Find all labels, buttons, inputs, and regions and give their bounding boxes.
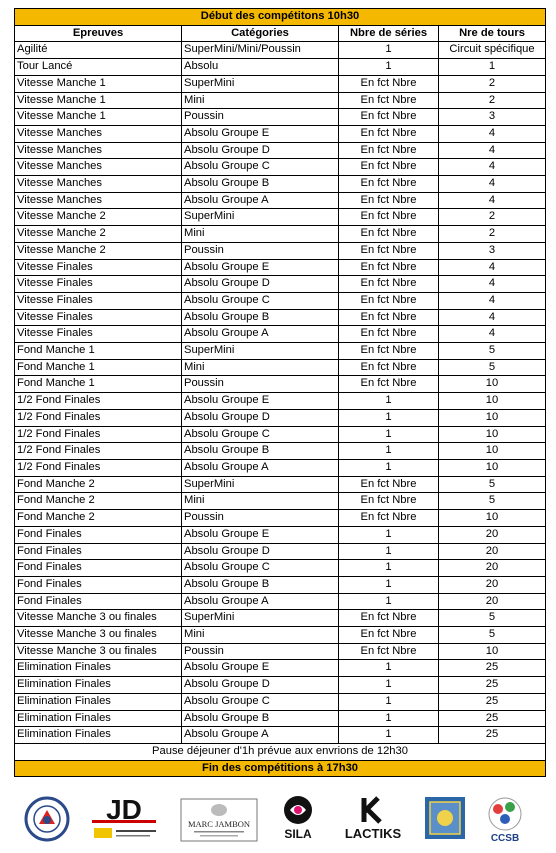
cell-nre-tours: 25 xyxy=(439,727,546,744)
cell-categorie: Absolu Groupe B xyxy=(182,576,339,593)
cell-categorie: Absolu Groupe E xyxy=(182,393,339,410)
table-row xyxy=(15,159,546,176)
cell-categorie: Absolu Groupe C xyxy=(182,159,339,176)
cell-epreuve: 1/2 Fond Finales xyxy=(15,409,182,426)
cell-nre-tours: 20 xyxy=(439,593,546,610)
cell-categorie: SuperMini xyxy=(182,343,339,360)
cell-categorie: Absolu Groupe A xyxy=(182,727,339,744)
table-row xyxy=(15,627,546,644)
cell-nbre-series: En fct Nbre xyxy=(339,75,439,92)
cell-nre-tours: 10 xyxy=(439,376,546,393)
cell-epreuve: Vitesse Manche 3 ou finales xyxy=(15,610,182,627)
table-row xyxy=(15,59,546,76)
cell-nre-tours: 20 xyxy=(439,543,546,560)
table-row xyxy=(15,276,546,293)
cell-nbre-series: En fct Nbre xyxy=(339,226,439,243)
cell-epreuve: Agilité xyxy=(15,42,182,59)
cell-nre-tours: 25 xyxy=(439,693,546,710)
cell-categorie: Mini xyxy=(182,359,339,376)
end-banner-row xyxy=(15,760,546,777)
cell-nbre-series: 1 xyxy=(339,693,439,710)
cell-epreuve: Vitesse Manche 2 xyxy=(15,226,182,243)
table-row xyxy=(15,526,546,543)
cell-nre-tours: 10 xyxy=(439,643,546,660)
cell-nbre-series: En fct Nbre xyxy=(339,326,439,343)
cell-nre-tours: 20 xyxy=(439,526,546,543)
cell-nbre-series: En fct Nbre xyxy=(339,125,439,142)
col-header-categories: Catégories xyxy=(182,25,339,42)
cell-epreuve: Elimination Finales xyxy=(15,693,182,710)
table-row xyxy=(15,660,546,677)
cell-nre-tours: 5 xyxy=(439,343,546,360)
table-row xyxy=(15,259,546,276)
cell-categorie: Poussin xyxy=(182,510,339,527)
cell-categorie: SuperMini xyxy=(182,476,339,493)
table-row xyxy=(15,727,546,744)
cell-nre-tours: 2 xyxy=(439,209,546,226)
cell-nbre-series: 1 xyxy=(339,576,439,593)
cell-nre-tours: 25 xyxy=(439,677,546,694)
cell-nre-tours: 4 xyxy=(439,142,546,159)
cell-nre-tours: 4 xyxy=(439,176,546,193)
table-row xyxy=(15,359,546,376)
cell-epreuve: Fond Manche 2 xyxy=(15,493,182,510)
col-header-nre-tours: Nre de tours xyxy=(439,25,546,42)
cell-nre-tours: 2 xyxy=(439,75,546,92)
table-row xyxy=(15,576,546,593)
col-header-nbre-series: Nbre de séries xyxy=(339,25,439,42)
jd-logo-text: JD xyxy=(106,794,142,825)
cell-categorie: Poussin xyxy=(182,643,339,660)
cell-epreuve: Vitesse Manche 3 ou finales xyxy=(15,627,182,644)
cell-epreuve: Vitesse Finales xyxy=(15,292,182,309)
cell-categorie: Absolu Groupe B xyxy=(182,443,339,460)
cell-nre-tours: 10 xyxy=(439,426,546,443)
cell-nbre-series: 1 xyxy=(339,660,439,677)
table-row xyxy=(15,42,546,59)
cell-nbre-series: En fct Nbre xyxy=(339,627,439,644)
cell-epreuve: Fond Manche 2 xyxy=(15,510,182,527)
cell-epreuve: Elimination Finales xyxy=(15,710,182,727)
cell-nbre-series: En fct Nbre xyxy=(339,209,439,226)
cell-epreuve: Vitesse Manche 1 xyxy=(15,92,182,109)
cell-categorie: Absolu Groupe B xyxy=(182,176,339,193)
table-row xyxy=(15,693,546,710)
cell-categorie: Absolu Groupe D xyxy=(182,543,339,560)
table-row xyxy=(15,242,546,259)
jd-garage-logo xyxy=(84,794,164,844)
cell-epreuve: Vitesse Manches xyxy=(15,192,182,209)
cell-nbre-series: 1 xyxy=(339,710,439,727)
table-row xyxy=(15,176,546,193)
schedule-sheet xyxy=(14,8,545,777)
cell-nbre-series: En fct Nbre xyxy=(339,493,439,510)
cell-epreuve: Vitesse Manche 2 xyxy=(15,242,182,259)
cell-epreuve: 1/2 Fond Finales xyxy=(15,426,182,443)
cell-nbre-series: 1 xyxy=(339,593,439,610)
lactiks-text: LACTIKS xyxy=(344,826,402,841)
cell-categorie: Absolu Groupe A xyxy=(182,593,339,610)
cell-epreuve: Elimination Finales xyxy=(15,677,182,694)
cell-epreuve: Elimination Finales xyxy=(15,660,182,677)
cell-categorie: Absolu Groupe B xyxy=(182,710,339,727)
cell-nbre-series: En fct Nbre xyxy=(339,109,439,126)
cell-categorie: SuperMini xyxy=(182,610,339,627)
cell-categorie: Absolu Groupe C xyxy=(182,693,339,710)
cell-categorie: Mini xyxy=(182,226,339,243)
cell-categorie: Absolu Groupe C xyxy=(182,292,339,309)
cell-epreuve: Fond Finales xyxy=(15,560,182,577)
cell-epreuve: Fond Manche 2 xyxy=(15,476,182,493)
cell-nbre-series: 1 xyxy=(339,526,439,543)
cell-categorie: Poussin xyxy=(182,242,339,259)
cell-nre-tours: 10 xyxy=(439,510,546,527)
table-row xyxy=(15,426,546,443)
cell-nbre-series: En fct Nbre xyxy=(339,343,439,360)
cell-categorie: Mini xyxy=(182,493,339,510)
cell-nbre-series: En fct Nbre xyxy=(339,142,439,159)
cell-epreuve: Fond Manche 1 xyxy=(15,343,182,360)
cell-nbre-series: En fct Nbre xyxy=(339,309,439,326)
table-row xyxy=(15,75,546,92)
ccsb-logo xyxy=(480,794,530,844)
cell-categorie: Absolu Groupe A xyxy=(182,192,339,209)
cell-nbre-series: 1 xyxy=(339,409,439,426)
cell-nre-tours: 4 xyxy=(439,159,546,176)
pause-note: Pause déjeuner d'1h prévue aux envrions de 12h30 xyxy=(15,743,546,760)
cell-categorie: Absolu Groupe C xyxy=(182,426,339,443)
table-row xyxy=(15,476,546,493)
table-row xyxy=(15,493,546,510)
cell-nre-tours: 4 xyxy=(439,276,546,293)
cell-epreuve: Vitesse Manche 3 ou finales xyxy=(15,643,182,660)
table-row xyxy=(15,209,546,226)
cell-epreuve: Vitesse Finales xyxy=(15,276,182,293)
cell-nbre-series: En fct Nbre xyxy=(339,376,439,393)
cell-nre-tours: 2 xyxy=(439,92,546,109)
table-row xyxy=(15,326,546,343)
sila-text: SILA xyxy=(284,827,312,841)
cell-categorie: Absolu Groupe E xyxy=(182,526,339,543)
cell-nre-tours: 4 xyxy=(439,309,546,326)
cell-epreuve: 1/2 Fond Finales xyxy=(15,443,182,460)
cell-categorie: Mini xyxy=(182,92,339,109)
cell-epreuve: Fond Finales xyxy=(15,526,182,543)
cell-nbre-series: En fct Nbre xyxy=(339,610,439,627)
cell-epreuve: Vitesse Manches xyxy=(15,176,182,193)
cell-nre-tours: 20 xyxy=(439,576,546,593)
table-row xyxy=(15,125,546,142)
marc-jambon-logo xyxy=(180,798,258,842)
cell-nre-tours: 25 xyxy=(439,660,546,677)
cell-nre-tours: 4 xyxy=(439,192,546,209)
cell-nre-tours: 10 xyxy=(439,443,546,460)
cell-categorie: Absolu xyxy=(182,59,339,76)
cell-nbre-series: En fct Nbre xyxy=(339,242,439,259)
cell-nbre-series: 1 xyxy=(339,443,439,460)
table-row xyxy=(15,192,546,209)
table-row xyxy=(15,109,546,126)
table-row xyxy=(15,292,546,309)
cell-categorie: Absolu Groupe D xyxy=(182,276,339,293)
table-row xyxy=(15,343,546,360)
table-row xyxy=(15,142,546,159)
lactiks-logo xyxy=(334,794,412,842)
start-banner: Début des compétitons 10h30 xyxy=(15,9,546,26)
table-row xyxy=(15,543,546,560)
cell-nbre-series: 1 xyxy=(339,543,439,560)
cell-categorie: Absolu Groupe E xyxy=(182,125,339,142)
cell-epreuve: Vitesse Manche 1 xyxy=(15,75,182,92)
table-row xyxy=(15,376,546,393)
table-row xyxy=(15,560,546,577)
cell-epreuve: Vitesse Manche 2 xyxy=(15,209,182,226)
cell-nbre-series: 1 xyxy=(339,393,439,410)
cell-categorie: Mini xyxy=(182,627,339,644)
cell-nre-tours: 1 xyxy=(439,59,546,76)
cell-categorie: Absolu Groupe E xyxy=(182,660,339,677)
blue-emblem-logo xyxy=(424,796,466,840)
cell-nbre-series: 1 xyxy=(339,677,439,694)
ccsb-text: CCSB xyxy=(490,833,520,844)
cell-nre-tours: 10 xyxy=(439,459,546,476)
cell-categorie: SuperMini/Mini/Poussin xyxy=(182,42,339,59)
table-row xyxy=(15,309,546,326)
cell-nbre-series: En fct Nbre xyxy=(339,292,439,309)
cell-nre-tours: 10 xyxy=(439,393,546,410)
cell-nre-tours: 3 xyxy=(439,109,546,126)
cell-nbre-series: En fct Nbre xyxy=(339,159,439,176)
cell-epreuve: 1/2 Fond Finales xyxy=(15,393,182,410)
table-row xyxy=(15,92,546,109)
cell-nre-tours: 4 xyxy=(439,326,546,343)
cell-categorie: SuperMini xyxy=(182,75,339,92)
cell-nbre-series: 1 xyxy=(339,560,439,577)
cell-nbre-series: 1 xyxy=(339,42,439,59)
cell-nre-tours: 2 xyxy=(439,226,546,243)
table-row xyxy=(15,710,546,727)
cell-nre-tours: 3 xyxy=(439,242,546,259)
table-row xyxy=(15,677,546,694)
cell-nbre-series: 1 xyxy=(339,426,439,443)
cell-nbre-series: En fct Nbre xyxy=(339,176,439,193)
cell-nre-tours: 4 xyxy=(439,125,546,142)
cell-categorie: Absolu Groupe C xyxy=(182,560,339,577)
schedule-table xyxy=(14,8,546,777)
cell-categorie: SuperMini xyxy=(182,209,339,226)
table-row xyxy=(15,510,546,527)
cell-epreuve: 1/2 Fond Finales xyxy=(15,459,182,476)
cell-epreuve: Fond Finales xyxy=(15,576,182,593)
cell-nbre-series: En fct Nbre xyxy=(339,92,439,109)
cell-categorie: Poussin xyxy=(182,109,339,126)
cell-epreuve: Fond Manche 1 xyxy=(15,359,182,376)
cell-epreuve: Vitesse Finales xyxy=(15,259,182,276)
start-banner-row xyxy=(15,9,546,26)
sponsor-logos xyxy=(14,792,545,848)
cell-nre-tours: Circuit spécifique xyxy=(439,42,546,59)
cell-nre-tours: 5 xyxy=(439,476,546,493)
marc-jambon-text: MARC JAMBON xyxy=(187,819,251,829)
cell-nbre-series: En fct Nbre xyxy=(339,259,439,276)
cell-nre-tours: 20 xyxy=(439,560,546,577)
cell-nre-tours: 25 xyxy=(439,710,546,727)
table-row xyxy=(15,610,546,627)
cell-epreuve: Fond Finales xyxy=(15,593,182,610)
club-seal-logo xyxy=(24,796,70,842)
cell-nre-tours: 4 xyxy=(439,292,546,309)
cell-categorie: Absolu Groupe B xyxy=(182,309,339,326)
table-row xyxy=(15,409,546,426)
cell-categorie: Absolu Groupe E xyxy=(182,259,339,276)
cell-nbre-series: En fct Nbre xyxy=(339,359,439,376)
cell-epreuve: Vitesse Manches xyxy=(15,142,182,159)
cell-categorie: Absolu Groupe A xyxy=(182,326,339,343)
header-row xyxy=(15,25,546,42)
table-row xyxy=(15,459,546,476)
cell-categorie: Absolu Groupe D xyxy=(182,677,339,694)
cell-epreuve: Vitesse Finales xyxy=(15,309,182,326)
cell-nre-tours: 5 xyxy=(439,359,546,376)
cell-categorie: Absolu Groupe A xyxy=(182,459,339,476)
cell-epreuve: Vitesse Manche 1 xyxy=(15,109,182,126)
sila-logo xyxy=(276,794,320,842)
cell-nbre-series: En fct Nbre xyxy=(339,510,439,527)
col-header-epreuves: Epreuves xyxy=(15,25,182,42)
cell-nbre-series: 1 xyxy=(339,459,439,476)
cell-nre-tours: 10 xyxy=(439,409,546,426)
table-row xyxy=(15,393,546,410)
cell-nbre-series: 1 xyxy=(339,727,439,744)
cell-categorie: Absolu Groupe D xyxy=(182,142,339,159)
cell-nbre-series: En fct Nbre xyxy=(339,192,439,209)
cell-epreuve: Vitesse Manches xyxy=(15,159,182,176)
cell-epreuve: Vitesse Finales xyxy=(15,326,182,343)
cell-categorie: Poussin xyxy=(182,376,339,393)
cell-nbre-series: En fct Nbre xyxy=(339,476,439,493)
table-row xyxy=(15,593,546,610)
cell-nbre-series: 1 xyxy=(339,59,439,76)
table-row xyxy=(15,643,546,660)
pause-row xyxy=(15,743,546,760)
cell-epreuve: Elimination Finales xyxy=(15,727,182,744)
table-row xyxy=(15,443,546,460)
end-banner: Fin des compétitions à 17h30 xyxy=(15,760,546,777)
cell-epreuve: Fond Manche 1 xyxy=(15,376,182,393)
cell-epreuve: Fond Finales xyxy=(15,543,182,560)
cell-categorie: Absolu Groupe D xyxy=(182,409,339,426)
table-row xyxy=(15,226,546,243)
cell-epreuve: Vitesse Manches xyxy=(15,125,182,142)
cell-nre-tours: 5 xyxy=(439,493,546,510)
cell-nre-tours: 5 xyxy=(439,627,546,644)
cell-nbre-series: En fct Nbre xyxy=(339,643,439,660)
cell-nbre-series: En fct Nbre xyxy=(339,276,439,293)
cell-epreuve: Tour Lancé xyxy=(15,59,182,76)
cell-nre-tours: 4 xyxy=(439,259,546,276)
cell-nre-tours: 5 xyxy=(439,610,546,627)
